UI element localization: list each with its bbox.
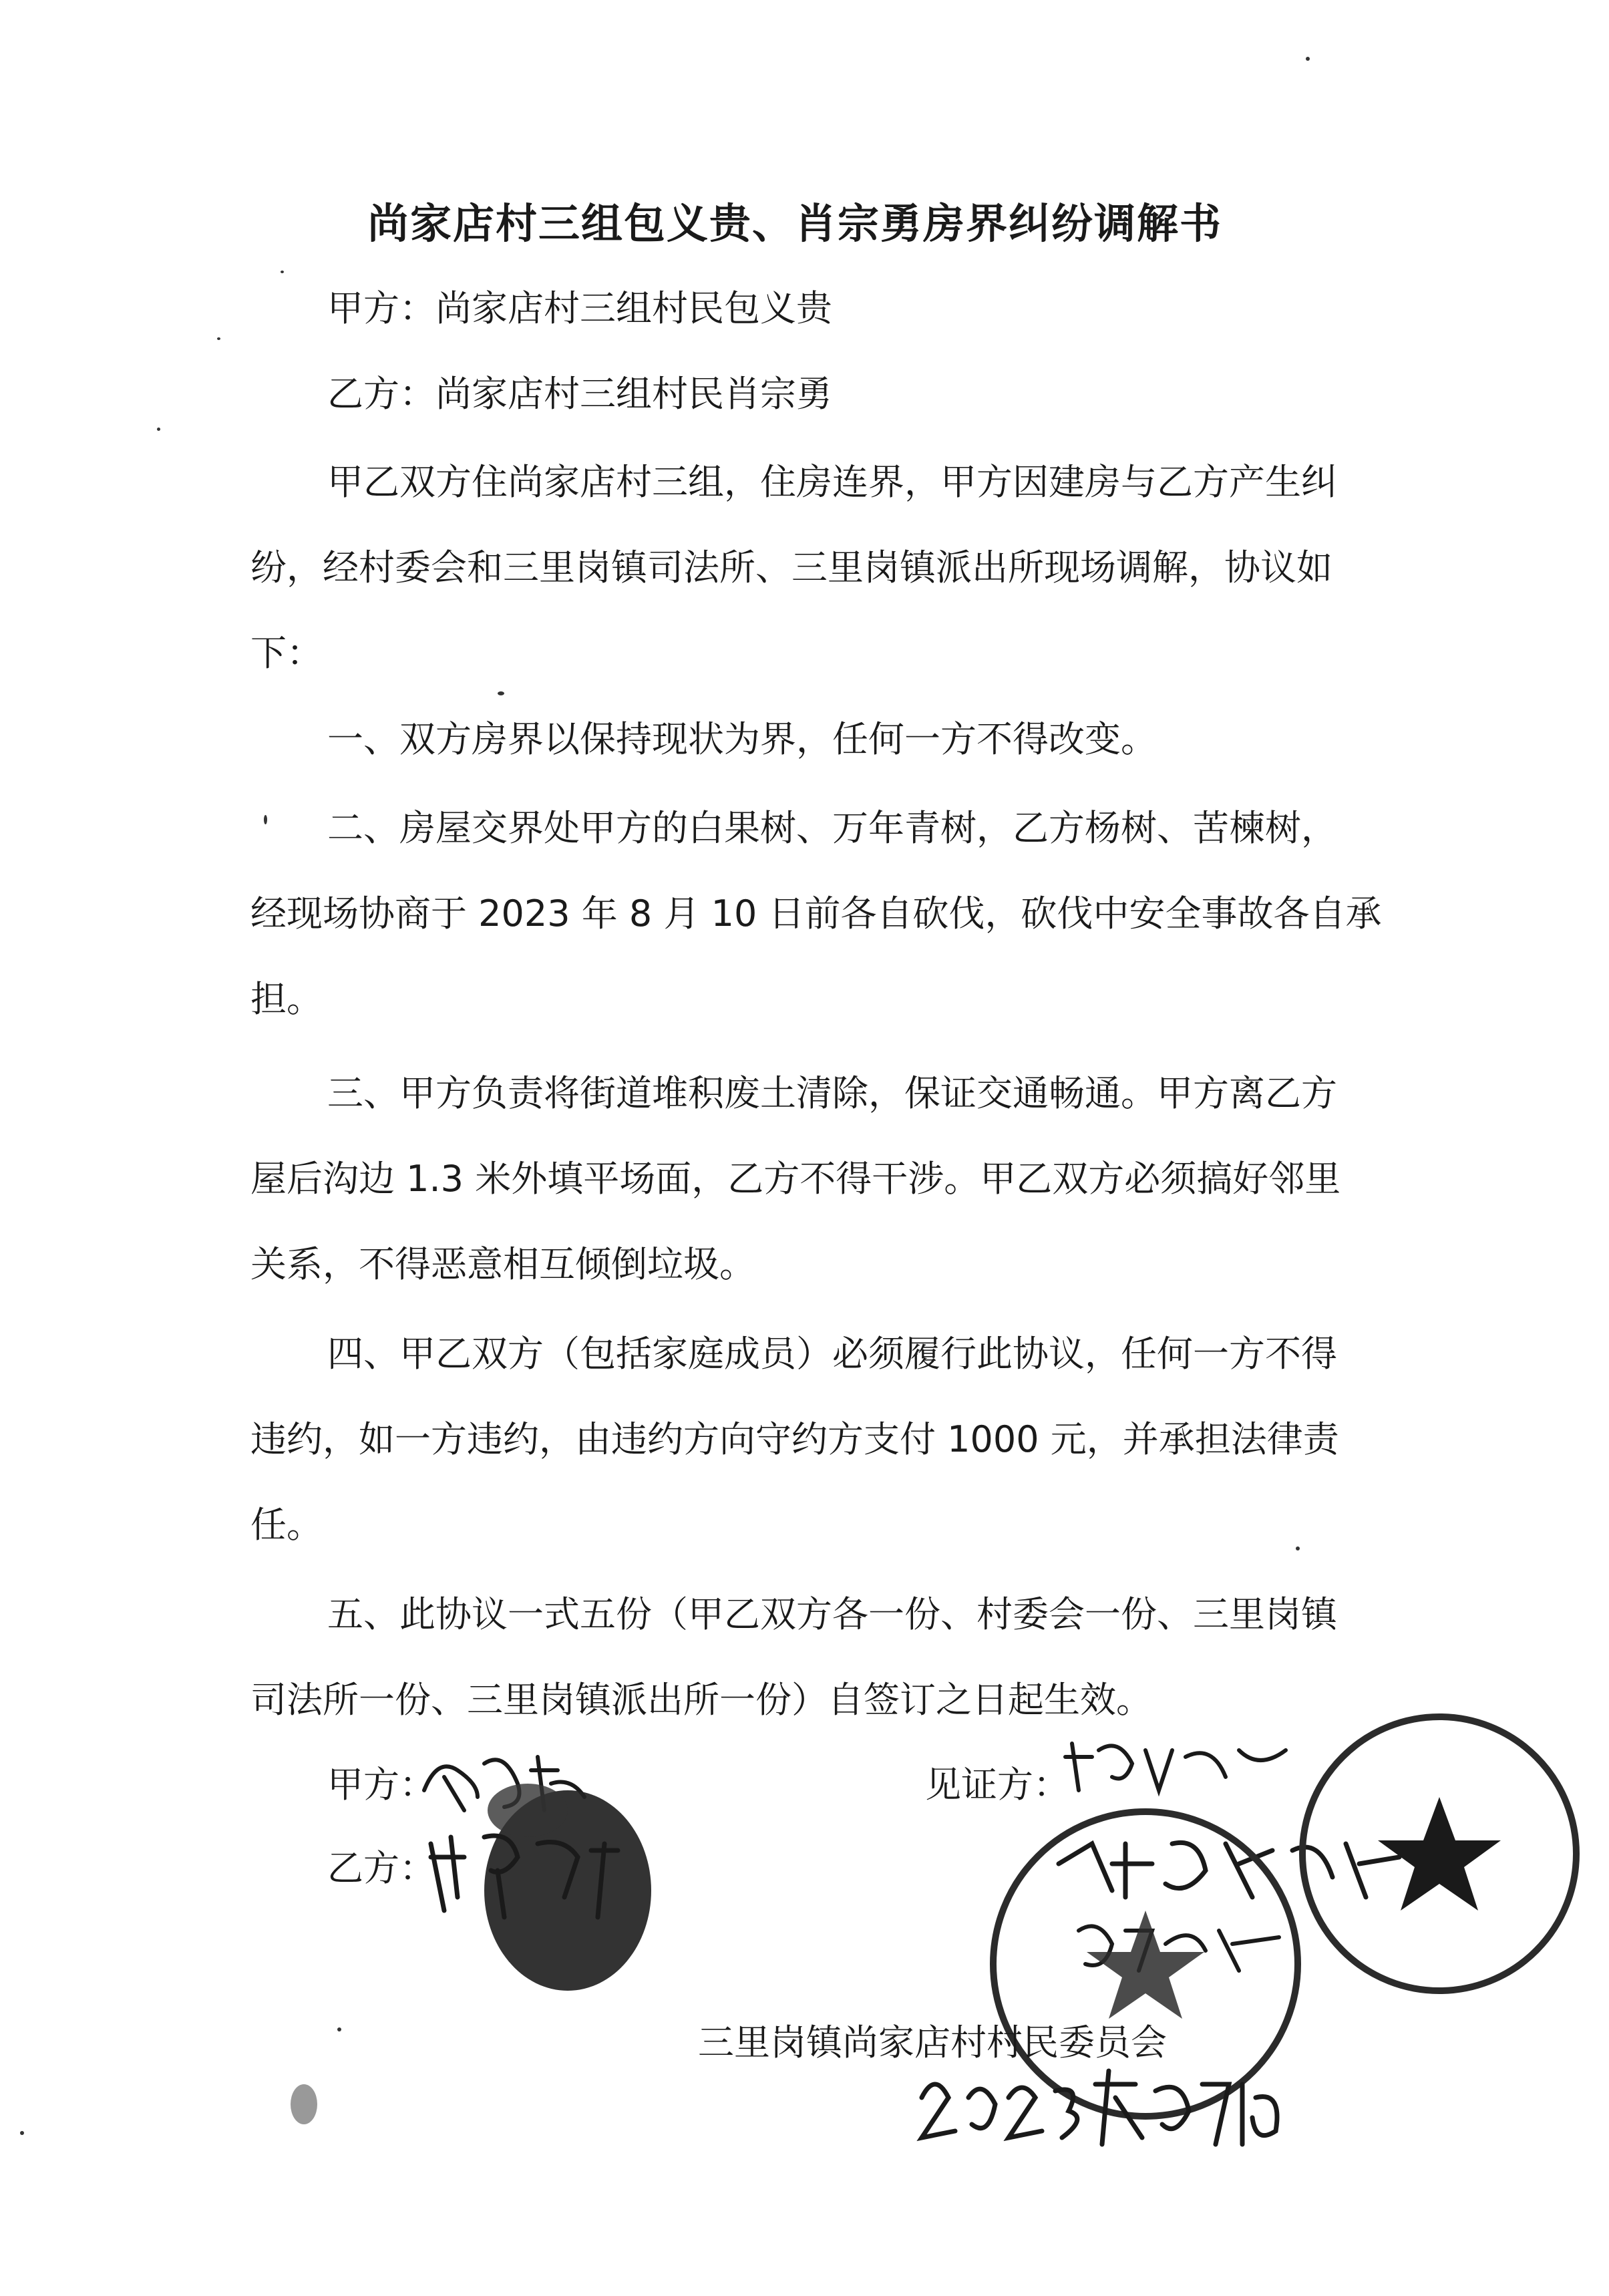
clause-1 [250,718,1399,761]
clause-2-line-1: 二、房屋交界处甲方的白果树、万年青树，乙方杨树、苦楝树， [327,807,1337,849]
scan-speck [217,337,220,340]
scan-speck [20,2131,24,2135]
intro-line-3: 下： [250,632,323,674]
clause-5-line-2: 司法所一份、三里岗镇派出所一份）自签订之日起生效。 [250,1679,1152,1721]
witness-signature-label: 见证方： [925,1764,1069,1806]
scan-speck [1296,1546,1300,1550]
party-b-signature-label: 乙方： [327,1847,435,1889]
scan-speck [157,428,160,431]
scan-speck [281,271,284,273]
party-b-handwritten-signature [417,1817,638,1924]
clause-4-line-3: 任。 [250,1504,323,1546]
scan-speck [1306,57,1310,61]
witness-handwritten-signature-1 [1059,1730,1299,1804]
document-title: 尚家店村三组包义贵、肖宗勇房界纠纷调解书 [367,199,1222,248]
intro-line-2: 纷，经村委会和三里岗镇司法所、三里岗镇派出所现场调解，协议如 [250,546,1332,589]
party-a-signature-label: 甲方： [327,1764,435,1806]
clause-4-line-1: 四、甲乙双方（包括家庭成员）必须履行此协议，任何一方不得 [327,1333,1337,1375]
clause-3-line-1: 三、甲方负责将街道堆积废土清除，保证交通畅通。甲方离乙方 [327,1072,1337,1114]
clause-3 [250,1072,1399,1286]
intro-line-1: 甲乙双方住尚家店村三组，住房连界，甲方因建房与乙方产生纠 [327,461,1337,503]
clause-2-line-2: 经现场协商于 2023 年 8 月 10 日前各自砍伐，砍伐中安全事故各自承 [250,892,1382,935]
clause-5-line-1: 五、此协议一式五份（甲乙双方各一份、村委会一份、三里岗镇 [327,1593,1337,1635]
clause-1-line-1: 一、双方房界以保持现状为界，任何一方不得改变。 [327,718,1157,760]
party-a-line: 甲方：尚家店村三组村民包义贵 [327,287,832,329]
scan-speck [337,2027,341,2031]
village-committee-name: 三里岗镇尚家店村村民委员会 [698,2021,1167,2064]
scan-speck [498,691,504,695]
intro-paragraph [250,461,1399,675]
clause-3-line-3: 关系，不得恶意相互倾倒垃圾。 [250,1243,755,1285]
party-b-line: 乙方：尚家店村三组村民肖宗勇 [327,373,832,415]
scan-speck [264,815,267,824]
clause-2-line-3: 担。 [250,978,323,1020]
handwritten-date [908,2058,1296,2158]
clause-4-line-2: 违约，如一方违约，由违约方向守约方支付 1000 元，并承担法律责 [250,1418,1339,1460]
clause-3-line-2: 屋后沟边 1.3 米外填平场面，乙方不得干涉。甲乙双方必须搞好邻里 [250,1158,1341,1200]
scan-smudge [291,2084,317,2124]
legal-service-seal-icon [1292,1707,1586,2001]
clause-2 [250,807,1399,1021]
clause-5 [250,1593,1399,1721]
clause-4 [250,1333,1399,1546]
